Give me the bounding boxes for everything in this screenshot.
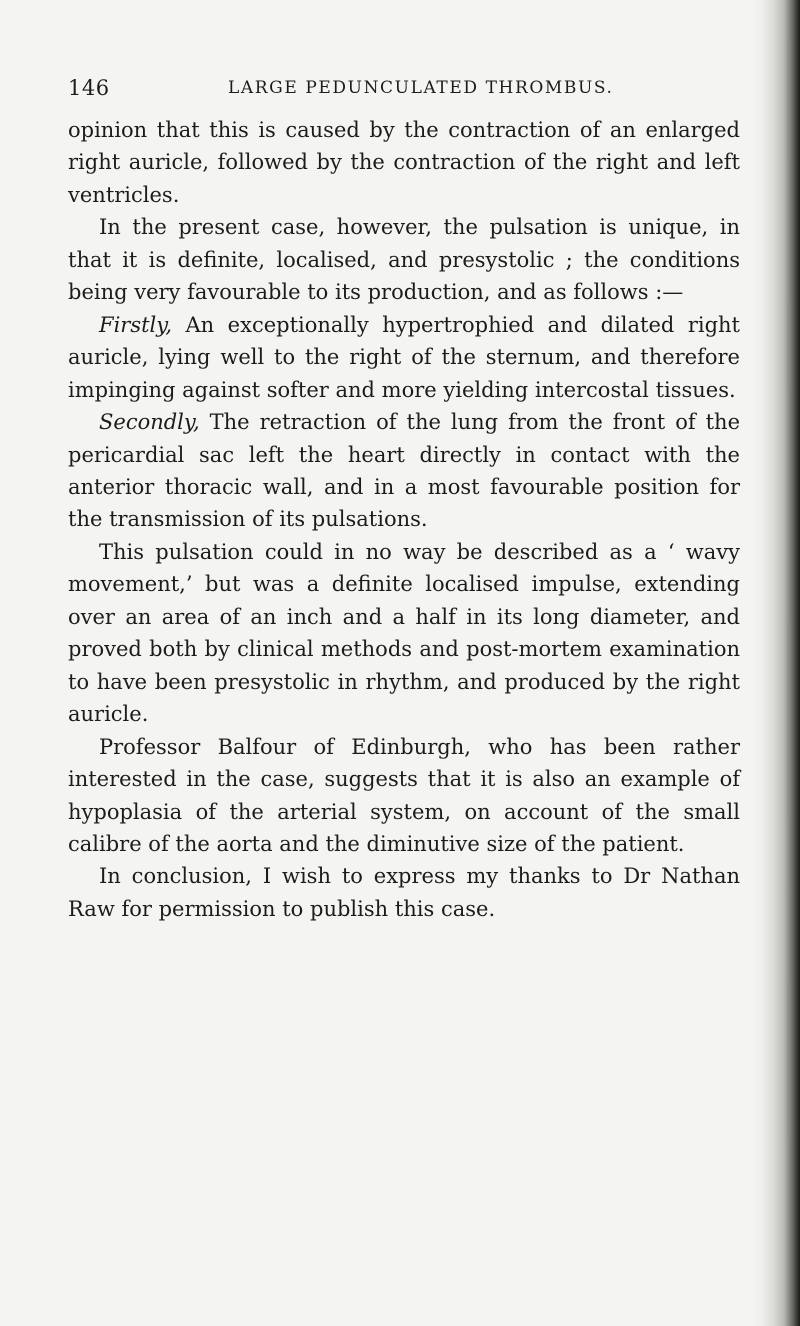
- paragraph: [68, 731, 740, 861]
- paragraph-text: opinion that this is caused by the contraction of an enlarged right auricle, followed by the contraction of the right and left ventricles.: [68, 118, 740, 207]
- edge-streak: [788, 980, 790, 1140]
- page-header: [68, 76, 748, 100]
- paragraph-text: In the present case, however, the pulsation is unique, in that it is definite, localised, and presystolic ; the conditions being very favourable to its production, and as follows :—: [68, 215, 740, 305]
- paragraph-text: The retraction of the lung from the front of the pericardial sac left the heart directly in contact with the anterior thoracic wall, and in a most favourable position for the transmission of its pulsations.: [68, 410, 740, 532]
- paragraph-text: Professor Balfour of Edinburgh, who has been rather interested in the case, suggests that it is also an example of hypoplasia of the arterial system, on account of the small calibre of the aorta and the diminutive size of the patient.: [68, 734, 740, 856]
- edge-streak: [788, 620, 790, 820]
- page-number: 146: [68, 76, 110, 100]
- paragraph: [68, 860, 740, 925]
- paragraph: [68, 211, 740, 308]
- body-text: [68, 114, 740, 925]
- paragraph: [68, 406, 740, 536]
- paragraph-text: In conclusion, I wish to express my thanks to Dr Nathan Raw for permission to publish this case.: [68, 864, 740, 921]
- edge-streak: [788, 300, 790, 390]
- page-binding-edge: [752, 0, 800, 1326]
- paragraph: [68, 114, 740, 211]
- running-title: LARGE PEDUNCULATED THROMBUS.: [228, 78, 614, 98]
- paragraph: [68, 309, 740, 406]
- paragraph: [68, 536, 740, 731]
- paragraph-lead: Firstly,: [99, 312, 173, 337]
- paragraph-text: This pulsation could in no way be described as a ‘ wavy movement,’ but was a definite localised impulse, extending over an area of an inch and a half in its long diameter, and proved both by clinical methods and post-mortem examination to have been presystolic in rhythm, and produced by the right auricle.: [68, 539, 740, 727]
- paragraph-lead: Secondly,: [99, 410, 200, 435]
- edge-streak: [788, 40, 790, 160]
- paragraph-text: An exceptionally hypertrophied and dilated right auricle, lying well to the right of the sternum, and therefore impinging against softer and more yielding intercostal tissues.: [68, 312, 740, 402]
